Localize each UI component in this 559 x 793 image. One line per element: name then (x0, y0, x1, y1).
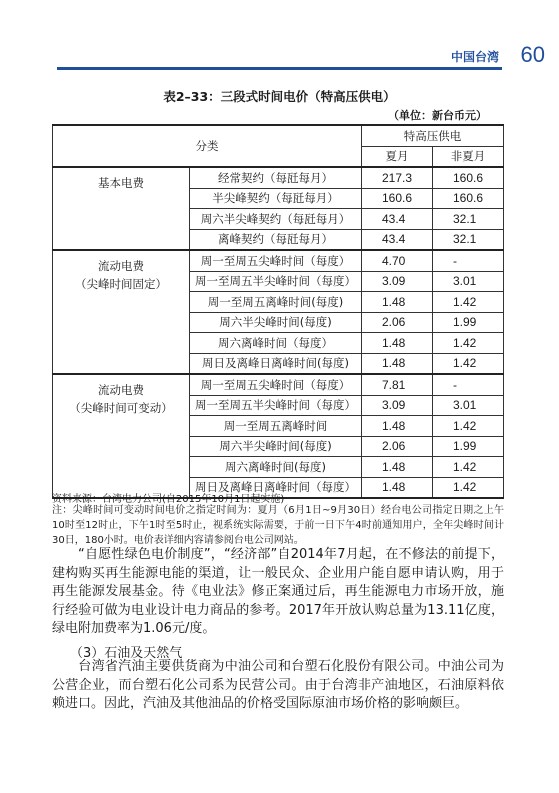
non-summer-price: 1.99 (433, 436, 504, 457)
header-region-label: 中国台湾 (450, 50, 499, 64)
non-summer-price: 3.01 (433, 395, 504, 416)
summer-price: 160.6 (362, 188, 433, 209)
fee-item: 周一至周五半尖峰时间（每度） (190, 395, 362, 416)
summer-price: 3.09 (362, 395, 433, 416)
non-summer-price: 1.42 (433, 353, 504, 374)
group-label (53, 167, 190, 250)
table-header-row (53, 125, 504, 146)
header-non-summer: 非夏月 (433, 146, 504, 167)
summer-price: 4.70 (362, 250, 433, 271)
table-row (53, 250, 504, 271)
header-rule (57, 67, 502, 70)
non-summer-price: - (433, 374, 504, 395)
non-summer-price: 1.99 (433, 312, 504, 333)
fee-item: 周一至周五离峰时间(每度) (190, 292, 362, 313)
non-summer-price: 160.6 (433, 188, 504, 209)
group-label-line: （尖峰时间可变动） (69, 401, 173, 415)
summer-price: 3.09 (362, 271, 433, 292)
summer-price: 1.48 (362, 477, 433, 498)
non-summer-price: 32.1 (433, 229, 504, 250)
group-label-line: 流动电费 (98, 383, 144, 397)
summer-price: 7.81 (362, 374, 433, 395)
fee-item: 周日及离峰日离峰时间（每度） (190, 477, 362, 498)
fee-item: 周六半尖峰契约（每瓩每月） (190, 209, 362, 230)
summer-price: 43.4 (362, 209, 433, 230)
fee-item: 周六离峰时间（每度） (190, 333, 362, 354)
summer-price: 1.48 (362, 292, 433, 313)
summer-price: 2.06 (362, 312, 433, 333)
tariff-table (52, 124, 504, 499)
fee-item: 周一至周五尖峰时间（每度） (190, 250, 362, 271)
fee-item: 周一至周五离峰时间 (190, 416, 362, 437)
summer-price: 1.48 (362, 353, 433, 374)
body-paragraph-green-tariff (52, 546, 504, 639)
non-summer-price: 1.42 (433, 416, 504, 437)
group-label-line: 流动电费 (98, 259, 144, 273)
page-header (0, 0, 559, 82)
table-source: 资料来源：台湾电力公司(自2015年10月1日起实施) (52, 494, 285, 505)
fee-item: 半尖峰契约（每瓩每月） (190, 188, 362, 209)
fee-item: 经常契约（每瓩每月） (190, 167, 362, 188)
group-label-line: （尖峰时间固定） (75, 277, 167, 291)
summer-price: 1.48 (362, 333, 433, 354)
header-summer: 夏月 (362, 146, 433, 167)
table-note: 注：尖峰时间可变动时间电价之指定时间为：夏月（6月1日~9月30日）经台电公司指定日期之上午10时至12时止，下午1时至5时止，视系统实际需要，于前一日下午4时前通知用户，全年尖峰时间计30日，180小时。电价表详细内容请参阅台电公司网站。 (52, 505, 504, 546)
group-label (53, 250, 190, 374)
non-summer-price: 32.1 (433, 209, 504, 230)
non-summer-price: 1.42 (433, 333, 504, 354)
non-summer-price: 1.42 (433, 292, 504, 313)
non-summer-price: 3.01 (433, 271, 504, 292)
non-summer-price: - (433, 250, 504, 271)
header-category: 分类 (53, 125, 362, 167)
table-title: 表2–33：三段式时间电价（特高压供电） (163, 89, 396, 104)
paragraph-text: 台湾省汽油主要供货商为中油公司和台塑石化股份有限公司。中油公司为公营企业，而台塑石化公司系为民营公司。由于台湾非产油地区，石油原料依赖进口。因此，汽油及其他油品的价格受国际原油市场价格的影响颇巨。 (52, 659, 504, 711)
fee-item: 周日及离峰日离峰时间(每度) (190, 353, 362, 374)
summer-price: 217.3 (362, 167, 433, 188)
non-summer-price: 160.6 (433, 167, 504, 188)
non-summer-price: 1.42 (433, 457, 504, 478)
group-label (53, 374, 190, 498)
group-label-line: 基本电费 (98, 176, 144, 190)
fee-item: 周六半尖峰时间(每度) (190, 312, 362, 333)
fee-item: 周六离峰时间(每度) (190, 457, 362, 478)
fee-item: 周六半尖峰时间(每度) (190, 436, 362, 457)
section-heading: （3）石油及天然气 (70, 646, 183, 661)
summer-price: 2.06 (362, 436, 433, 457)
fee-item: 离峰契约（每瓩每月） (190, 229, 362, 250)
page-number: 60 (520, 42, 545, 67)
summer-price: 1.48 (362, 457, 433, 478)
non-summer-price: 1.42 (433, 477, 504, 498)
header-supply: 特高压供电 (362, 125, 504, 146)
fee-item: 周一至周五尖峰时间（每度） (190, 374, 362, 395)
table-row (53, 167, 504, 188)
summer-price: 43.4 (362, 229, 433, 250)
table-unit: （单位：新台币元） (388, 109, 487, 122)
fee-item: 周一至周五半尖峰时间（每度） (190, 271, 362, 292)
body-paragraph-oil-gas (52, 658, 504, 714)
summer-price: 1.48 (362, 416, 433, 437)
paragraph-text: “自愿性绿色电价制度”，“经济部”自2014年7月起，在不修法的前提下，建构购买再生能源电能的渠道，让一般民众、企业用户能自愿申请认购，用于再生能源发展基金。待《电业法》修正案通过后，再生能源电力市场开放，施行经验可做为电业设计电力商品的参考。2017年开放认购总量为13.11亿度，绿电附加费率为1.06元/度。 (52, 547, 504, 636)
table-row (53, 374, 504, 395)
